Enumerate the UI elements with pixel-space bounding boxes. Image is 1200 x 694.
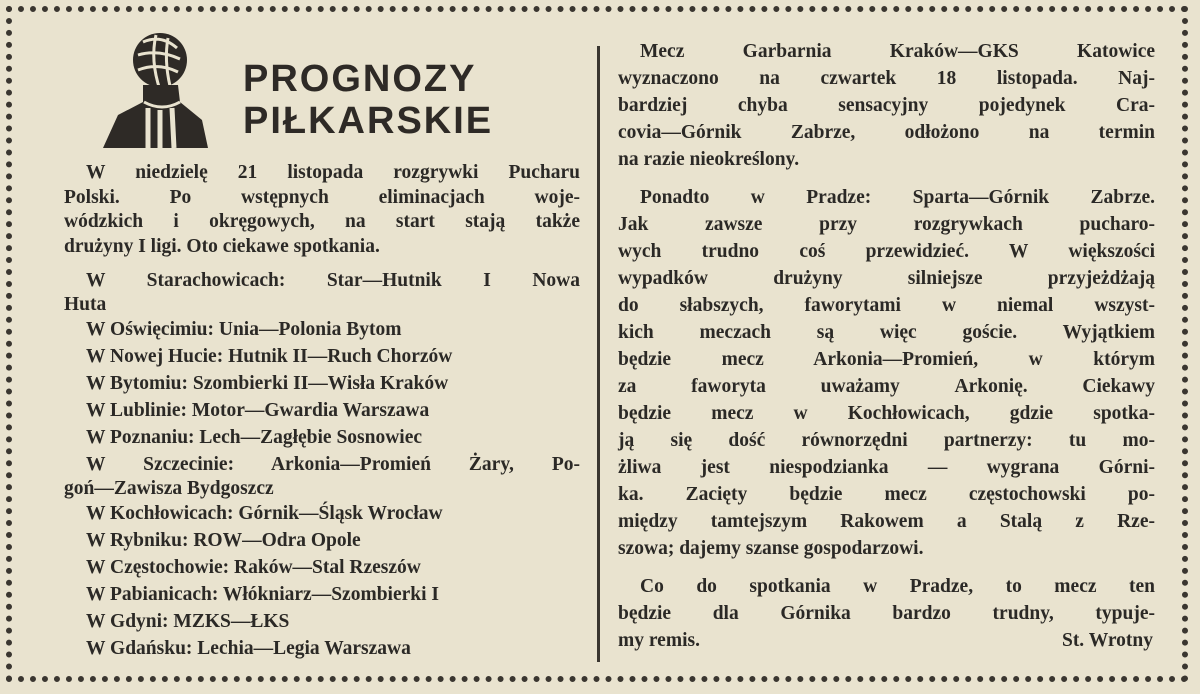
- text-segment: W Starachowicach: Star—Hutnik I Nowa: [86, 270, 580, 291]
- text-segment: W Bytomiu: Szombierki II—Wisła Kraków: [86, 373, 449, 394]
- text-segment: W Szczecinie: Arkonia—Promień Żary, Po-: [86, 454, 580, 475]
- text-line: [618, 573, 1155, 600]
- text-line: [618, 400, 1155, 427]
- text-segment: a Stalą z Rze-: [923, 511, 1155, 532]
- text-segment: Wyjątkiem: [1017, 322, 1155, 343]
- text-segment: Polski. Po wstępnych eliminacjach woje-: [64, 186, 580, 208]
- text-line: [64, 267, 580, 294]
- emphasized-text: Górni-: [1098, 457, 1155, 478]
- text-segment: W Gdyni: MZKS—ŁKS: [86, 611, 290, 632]
- paragraph: [64, 161, 580, 259]
- title-line-2: PIŁKARSKIE: [243, 100, 494, 142]
- text-line: [618, 600, 1155, 627]
- text-segment: W niedzielę 21 listopada rozgrywki Pucharu: [86, 162, 580, 183]
- text-line: [64, 370, 580, 397]
- text-line: [618, 119, 1155, 146]
- text-line: [618, 373, 1155, 400]
- text-segment: Ciekawy: [1027, 376, 1155, 397]
- text-line: [618, 211, 1155, 238]
- text-line: [64, 527, 580, 554]
- text-line: [64, 478, 580, 500]
- text-line: [618, 38, 1155, 65]
- text-line: [64, 397, 580, 424]
- text-line: [618, 319, 1155, 346]
- text-segment: na razie nieokreślony.: [618, 149, 800, 170]
- text-segment: goń—Zawisza Bydgoszcz: [64, 478, 274, 499]
- text-segment: między tamtejszym: [618, 511, 841, 532]
- text-line: [64, 186, 580, 211]
- text-segment: my remis.: [618, 630, 700, 651]
- text-segment: W Oświęcimiu: Unia—Polonia Bytom: [86, 319, 402, 340]
- match-list-item: [64, 343, 580, 370]
- title-line-1: PROGNOZY: [243, 58, 477, 100]
- text-line: [618, 508, 1155, 535]
- text-segment: szowa; dajemy szanse gospodarzowi.: [618, 538, 924, 559]
- text-segment: będzie mecz w Kochłowicach, gdzie spotka-: [618, 403, 1155, 424]
- match-list-item: [64, 581, 580, 608]
- page-title: [243, 58, 493, 142]
- text-segment: Zacięty będzie mecz częstochowski po-: [643, 484, 1155, 505]
- text-segment: do słabszych, faworytami w niemal wszyst-: [618, 295, 1155, 316]
- text-segment: wyznaczono na czwartek 18 listopada. Naj-: [618, 68, 1155, 89]
- text-line: [618, 265, 1155, 292]
- text-line: [64, 161, 580, 186]
- text-line: [618, 346, 1155, 373]
- text-line: [618, 146, 1155, 173]
- text-line: [64, 235, 580, 260]
- text-segment: wych trudno coś przewidzieć. W większości: [618, 241, 1155, 262]
- text-line: [64, 343, 580, 370]
- text-segment: Jak zawsze przy rozgrywkach pucharo-: [618, 214, 1155, 235]
- text-line: [64, 294, 580, 316]
- text-segment: W Rybniku: ROW—Odra Opole: [86, 530, 361, 551]
- paragraph: [618, 38, 1155, 173]
- text-line: [618, 65, 1155, 92]
- text-line: [618, 454, 1155, 481]
- right-column: [618, 38, 1155, 665]
- text-segment: Mecz Garbarnia Kraków—GKS Katowice: [640, 41, 1155, 62]
- match-list-item: [64, 554, 580, 581]
- emphasized-text: ka.: [618, 484, 644, 505]
- text-line: [64, 424, 580, 451]
- text-segment: drużyny I ligi. Oto ciekawe spotkania.: [64, 235, 380, 257]
- text-segment: kich meczach są więc: [618, 322, 963, 343]
- text-segment: wypadków drużyny silniejsze przyjeżdżają: [618, 268, 1155, 289]
- author-signature: St. Wrotny: [1061, 630, 1153, 651]
- text-segment: W Częstochowie: Raków—Stal Rzeszów: [86, 557, 421, 578]
- left-column: [64, 161, 580, 662]
- emphasized-text: Arkonię.: [954, 376, 1028, 397]
- text-line: [618, 427, 1155, 454]
- match-list-item: [64, 397, 580, 424]
- text-line: [64, 500, 580, 527]
- match-list-item: [64, 500, 580, 527]
- text-segment: będzie mecz Arkonia—Promień, w którym: [618, 349, 1155, 370]
- emphasized-text: goście.: [962, 322, 1018, 343]
- text-line: [618, 292, 1155, 319]
- text-line: [64, 210, 580, 235]
- text-line: [618, 238, 1155, 265]
- text-segment: Huta: [64, 294, 107, 315]
- text-segment: żliwa jest niespodzianka — wygrana: [618, 457, 1099, 478]
- text-segment: wódzkich i okręgowych, na start stają także: [64, 211, 580, 232]
- text-line: [64, 554, 580, 581]
- match-list-item: [64, 267, 580, 316]
- text-segment: W Nowej Hucie: Hutnik II—Ruch Chorzów: [86, 346, 453, 367]
- text-line: [618, 184, 1155, 211]
- text-line: [64, 451, 580, 478]
- match-list-item: [64, 424, 580, 451]
- match-list-item: [64, 635, 580, 662]
- text-segment: będzie dla Górnika bardzo trudny, typuje-: [618, 603, 1155, 624]
- text-segment: Co do spotkania w Pradze, to mecz ten: [640, 576, 1155, 597]
- match-list-item: [64, 370, 580, 397]
- text-segment: W Pabianicach: Włókniarz—Szombierki I: [86, 584, 440, 605]
- match-list-item: [64, 451, 580, 500]
- text-line: [64, 635, 580, 662]
- text-line: [618, 627, 1155, 654]
- text-line: [64, 608, 580, 635]
- match-list-item: [64, 608, 580, 635]
- text-segment: za faworyta uważamy: [618, 376, 955, 397]
- text-segment: W Lublinie: Motor—Gwardia Warszawa: [86, 400, 430, 421]
- emphasized-text: Rakowem: [840, 511, 924, 532]
- text-segment: Ponadto w Pradze: Sparta—Górnik Zabrze.: [640, 187, 1155, 208]
- text-segment: W Kochłowicach: Górnik—Śląsk Wrocław: [86, 503, 443, 524]
- text-line: [618, 92, 1155, 119]
- text-segment: W Gdańsku: Lechia—Legia Warszawa: [86, 638, 411, 659]
- text-line: [618, 535, 1155, 562]
- text-segment: bardziej chyba sensacyjny pojedynek Cra-: [618, 95, 1155, 116]
- match-list-item: [64, 316, 580, 343]
- football-player-logo: [98, 30, 213, 150]
- match-list-item: [64, 527, 580, 554]
- paragraph: [618, 184, 1155, 562]
- paragraph: [618, 573, 1155, 654]
- text-segment: ją się dość równorzędni partnerzy: tu mo-: [618, 430, 1155, 451]
- text-segment: W Poznaniu: Lech—Zagłębie Sosnowiec: [86, 427, 423, 448]
- text-line: [618, 481, 1155, 508]
- text-line: [64, 316, 580, 343]
- text-line: [64, 581, 580, 608]
- text-segment: covia—Górnik Zabrze, odłożono na termin: [618, 122, 1155, 143]
- column-divider: [597, 46, 600, 662]
